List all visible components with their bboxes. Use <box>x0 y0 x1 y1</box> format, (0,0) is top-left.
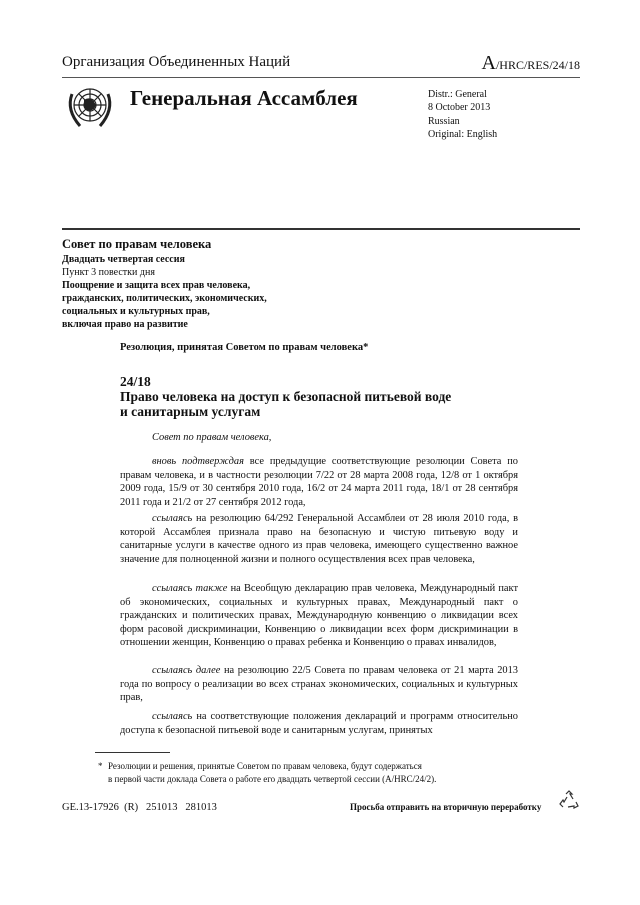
paragraph-lead: ссылаясь <box>152 711 193 722</box>
agenda-item: Пункт 3 повестки дня <box>62 267 155 278</box>
symbol-code: /HRC/RES/24/18 <box>495 58 580 72</box>
resolution-heading <box>120 374 451 419</box>
agenda-title-line: Поощрение и защита всех прав человека, <box>62 280 251 291</box>
job-number: GE.13-17926 (R) 251013 281013 <box>62 802 217 813</box>
body-name: Генеральная Ассамблея <box>130 86 358 110</box>
agenda-title-line: включая право на развитие <box>62 319 188 330</box>
organization-name: Организация Объединенных Наций <box>62 54 291 70</box>
header-divider <box>62 77 580 78</box>
footnote-line: в первой части доклада Совета о работе его двадцать четвертой сессии (A/HRC/24/2). <box>108 774 437 784</box>
symbol-prefix: A <box>481 52 496 74</box>
session-block <box>62 253 267 331</box>
preamble-paragraph <box>120 431 518 445</box>
document-symbol <box>482 52 580 75</box>
footnote-marker: * <box>98 761 103 771</box>
agenda-title-line: гражданских, политических, экономических, <box>62 293 267 304</box>
footnote <box>98 760 437 786</box>
preamble-paragraph <box>120 582 518 650</box>
paragraph-lead: вновь подтверждая <box>152 456 244 467</box>
recycle-icon <box>558 790 580 812</box>
footnote-divider <box>95 752 170 753</box>
resolution-number: 24/18 <box>120 374 151 389</box>
date: 8 October 2013 <box>428 102 491 114</box>
resolution-label: Резолюция, принятая Советом по правам человека* <box>120 342 369 353</box>
distribution: Distr.: General <box>428 89 487 100</box>
distribution-block <box>428 88 497 141</box>
paragraph-text: на Всеобщую декларацию прав человека, Международный пакт об экономических, социальных и культурных правах, Международный пакт о гражданских и политических правах, Международную конвенцию о ликвидации всех форм расовой дискриминации, Конвенцию о ликвидации всех форм дискриминации в отношении женщин, Конвенцию о правах ребенка и Конвенцию о правах инвалидов, <box>120 583 518 648</box>
resolution-title-line: и санитарным услугам <box>120 404 261 419</box>
footnote-line: Резолюции и решения, принятые Советом по правам человека, будут содержаться <box>108 761 422 771</box>
agenda-title-line: социальных и культурных прав, <box>62 306 210 317</box>
paragraph-text: все предыдущие соответствующие резолюции Совета по правам человека, и в частности резолюции 7/22 от 28 марта 2008 года, 12/8 от 1 октября 2009 года, 15/9 от 30 сентября 2010 года, 16/2 от 24 марта 2011 года, 18/1 от 28 сентября 2011 года и 21/2 от 27 сентября 2012 года, <box>120 456 519 508</box>
paragraph-text: на резолюцию 64/292 Генеральной Ассамблеи от 28 июля 2010 года, в которой Ассамблея признала право на безопасную и чистую питьевую воду и санитарные услуги в качестве одного из прав человека, имеющего существенно важное значение для полноценной жизни и полного осуществления всех прав человека, <box>120 513 518 565</box>
session-name: Двадцать четвертая сессия <box>62 254 185 265</box>
preamble-paragraph <box>120 455 518 509</box>
resolution-title-line: Право человека на доступ к безопасной питьевой воде <box>120 389 452 404</box>
council-heading: Совет по правам человека <box>62 237 212 251</box>
preamble-paragraph <box>120 664 518 705</box>
section-divider <box>62 228 580 230</box>
recycle-note: Просьба отправить на вторичную переработку <box>350 802 542 812</box>
preamble-paragraph <box>120 512 518 566</box>
un-emblem-icon <box>64 82 116 132</box>
paragraph-text: на резолюцию 22/5 Совета по правам человека от 21 марта 2013 года по вопросу о реализации во всех странах экономических, социальных и культурных прав, <box>120 665 518 703</box>
paragraph-lead: ссылаясь <box>152 513 193 524</box>
paragraph-lead: Совет по правам человека, <box>152 432 272 443</box>
original-language: Original: English <box>428 128 498 140</box>
preamble-paragraph <box>120 710 518 737</box>
paragraph-lead: ссылаясь также <box>152 583 228 594</box>
language: Russian <box>428 115 460 127</box>
paragraph-lead: ссылаясь далее <box>152 665 221 676</box>
paragraph-text: на соответствующие положения деклараций и программ относительно доступа к безопасной питьевой воде и санитарным услугам, принятых <box>120 711 518 736</box>
